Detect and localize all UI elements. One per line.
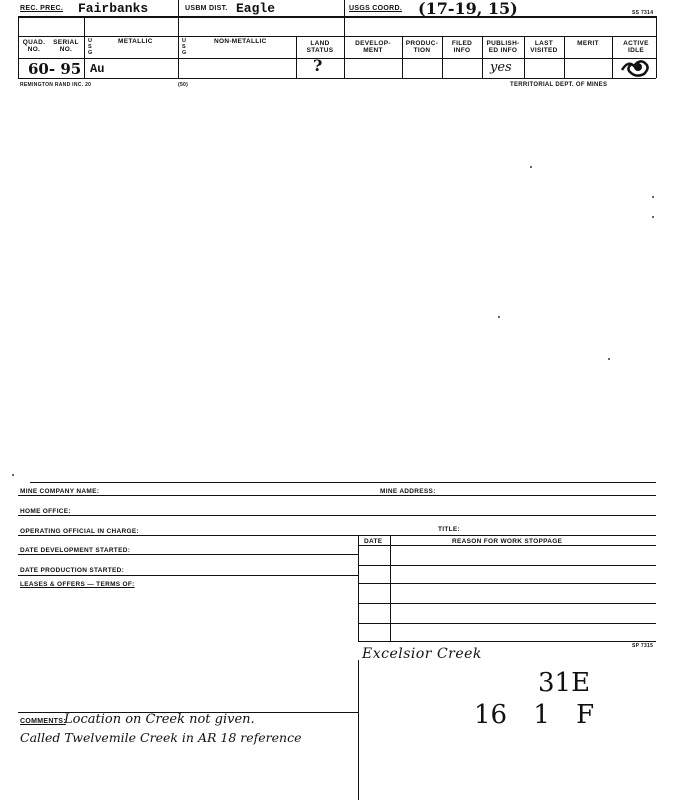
last-visited-header: LAST VISITED <box>530 40 558 54</box>
comments-line-1: Location on Creek not given. <box>64 712 255 727</box>
top-footer-code: (50) <box>178 82 189 88</box>
metallic-value: Au <box>90 62 105 76</box>
mine-address-label: MINE ADDRESS: <box>380 488 436 495</box>
leases-offers-label: LEASES & OFFERS — TERMS OF: <box>20 581 135 588</box>
production-header: PRODUC- TION <box>405 40 439 54</box>
active-idle-header: ACTIVE IDLE <box>623 40 649 54</box>
published-info-value: yes <box>490 60 512 75</box>
date-development-label: DATE DEVELOPMENT STARTED: <box>20 547 131 554</box>
serial-no-header: SERIAL NO. <box>53 39 79 53</box>
metallic-usg-header: U S G <box>88 38 93 56</box>
quad-serial-value: 60- 95 <box>28 60 82 78</box>
usgs-coord-label: USGS COORD. <box>349 5 403 12</box>
top-footer-right: TERRITORIAL DEPT. OF MINES <box>510 82 608 88</box>
active-idle-mark-icon <box>620 54 654 78</box>
rec-prec-value: Fairbanks <box>78 1 149 16</box>
mine-company-name-label: MINE COMPANY NAME: <box>20 488 100 495</box>
handwritten-code-2: 16 1 F <box>474 700 595 730</box>
reason-column-header: REASON FOR WORK STOPPAGE <box>452 538 563 545</box>
date-column-header: DATE <box>364 538 383 545</box>
land-status-value: ? <box>313 56 323 75</box>
nonmetallic-header: NON-METALLIC <box>214 38 267 45</box>
date-production-label: DATE PRODUCTION STARTED: <box>20 567 125 574</box>
title-label: TITLE: <box>438 526 461 533</box>
metallic-header: METALLIC <box>118 38 153 45</box>
top-form-number: SS 7314 <box>632 10 654 16</box>
home-office-label: HOME OFFICE: <box>20 508 71 515</box>
quad-no-header: QUAD. NO. <box>22 39 46 53</box>
comments-label: COMMENTS: <box>20 718 66 725</box>
development-header: DEVELOP- MENT <box>355 40 391 54</box>
filed-info-header: FILED INFO <box>451 40 473 54</box>
rec-prec-label: REC. PREC. <box>20 5 64 12</box>
top-footer-left: REMINGTON RAND INC. 20 <box>20 82 92 88</box>
usbm-dist-value: Eagle <box>236 1 276 16</box>
land-status-header: LAND STATUS <box>306 40 334 54</box>
bottom-form-number: SP 7315 <box>632 643 654 649</box>
merit-header: MERIT <box>577 40 599 47</box>
operating-official-label: OPERATING OFFICIAL IN CHARGE: <box>20 528 139 535</box>
nonmetallic-usg-header: U S G <box>182 38 187 56</box>
usgs-coord-value: (17-19, 15) <box>418 0 518 18</box>
comments-line-2: Called Twelvemile Creek in AR 18 reference <box>20 730 302 745</box>
published-info-header: PUBLISH- ED INFO <box>486 40 520 54</box>
usbm-dist-label: USBM DIST. <box>185 5 228 12</box>
handwritten-code-1: 31E <box>538 668 591 698</box>
handwritten-creek-name: Excelsior Creek <box>362 646 482 662</box>
